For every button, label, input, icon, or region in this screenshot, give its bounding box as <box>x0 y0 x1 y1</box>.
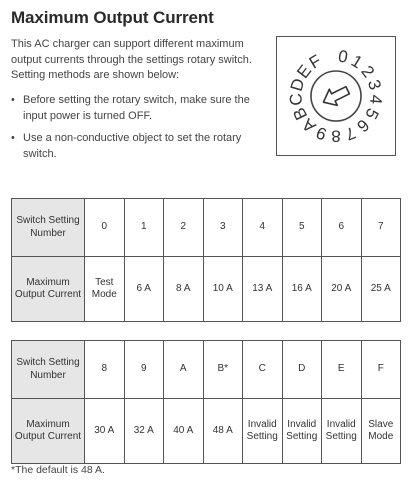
current-cell: 10 A <box>203 257 243 322</box>
setting-cell: E <box>322 341 362 399</box>
current-cell: Invalid Setting <box>282 399 322 464</box>
current-cell: 32 A <box>124 399 164 464</box>
rotary-label-3: 3 <box>363 77 385 93</box>
instruction-list <box>11 93 263 169</box>
rotary-switch-icon <box>277 37 395 155</box>
row-header-max-current: Maximum Output Current <box>12 399 85 464</box>
table-row <box>12 199 401 257</box>
setting-cell: D <box>282 341 322 399</box>
settings-table-2 <box>11 340 401 464</box>
setting-cell: 4 <box>243 199 283 257</box>
instruction-item: • Before setting the rotary switch, make sure the input power is turned OFF. <box>11 94 250 122</box>
current-cell: Test Mode <box>85 257 125 322</box>
rotary-label-e: E <box>293 61 316 82</box>
setting-cell: A <box>164 341 204 399</box>
setting-cell: 7 <box>361 199 401 257</box>
current-cell: 40 A <box>164 399 204 464</box>
row-header-switch-setting: Switch Setting Number <box>12 341 85 399</box>
setting-cell: 5 <box>282 199 322 257</box>
row-header-switch-setting: Switch Setting Number <box>12 199 85 257</box>
setting-cell: 1 <box>124 199 164 257</box>
setting-cell: 6 <box>322 199 362 257</box>
bullet-icon: • <box>11 132 15 144</box>
setting-cell: C <box>243 341 283 399</box>
setting-cell: F <box>361 341 401 399</box>
current-cell: 8 A <box>164 257 204 322</box>
table-row <box>12 399 401 464</box>
setting-cell: 2 <box>164 199 204 257</box>
current-cell: Slave Mode <box>361 399 401 464</box>
current-cell: 25 A <box>361 257 401 322</box>
current-cell: 6 A <box>124 257 164 322</box>
rotary-label-8: 8 <box>331 126 341 146</box>
rotary-label-5: 5 <box>361 105 383 123</box>
rotary-label-f: F <box>305 50 325 73</box>
intro-text: This AC charger can support different maximum output currents through the settings rotary switch. Setting methods are shown below: <box>11 38 252 81</box>
table-row <box>12 257 401 322</box>
setting-cell: 9 <box>124 341 164 399</box>
rotary-label-9: 9 <box>313 122 330 144</box>
current-cell: 20 A <box>322 257 362 322</box>
rotary-label-2: 2 <box>357 62 379 82</box>
settings-table-1 <box>11 198 401 322</box>
setting-cell: B* <box>203 341 243 399</box>
row-header-max-current: Maximum Output Current <box>12 257 85 322</box>
current-cell: 48 A <box>203 399 243 464</box>
current-cell: Invalid Setting <box>243 399 283 464</box>
rotary-label-7: 7 <box>342 122 359 144</box>
current-cell: 13 A <box>243 257 283 322</box>
rotary-label-c: C <box>286 92 307 107</box>
instruction-item: • Use a non-conductive object to set the rotary switch. <box>11 132 242 160</box>
table-row <box>12 341 401 399</box>
current-cell: 16 A <box>282 257 322 322</box>
rotary-label-a: A <box>298 114 320 137</box>
rotary-label-d: D <box>286 76 309 94</box>
setting-cell: 3 <box>203 199 243 257</box>
setting-cell: 0 <box>85 199 125 257</box>
bullet-icon: • <box>11 94 15 106</box>
rotary-label-4: 4 <box>365 93 386 106</box>
rotary-label-0: 0 <box>336 46 350 67</box>
current-cell: Invalid Setting <box>322 399 362 464</box>
footnote: *The default is 48 A. <box>11 464 105 476</box>
rotary-label-b: B <box>289 104 312 123</box>
rotary-label-6: 6 <box>353 115 373 136</box>
setting-cell: 8 <box>85 341 125 399</box>
page-title: Maximum Output Current <box>11 8 214 27</box>
rotary-switch-figure <box>276 36 396 156</box>
rotary-label-1: 1 <box>347 51 366 73</box>
current-cell: 30 A <box>85 399 125 464</box>
